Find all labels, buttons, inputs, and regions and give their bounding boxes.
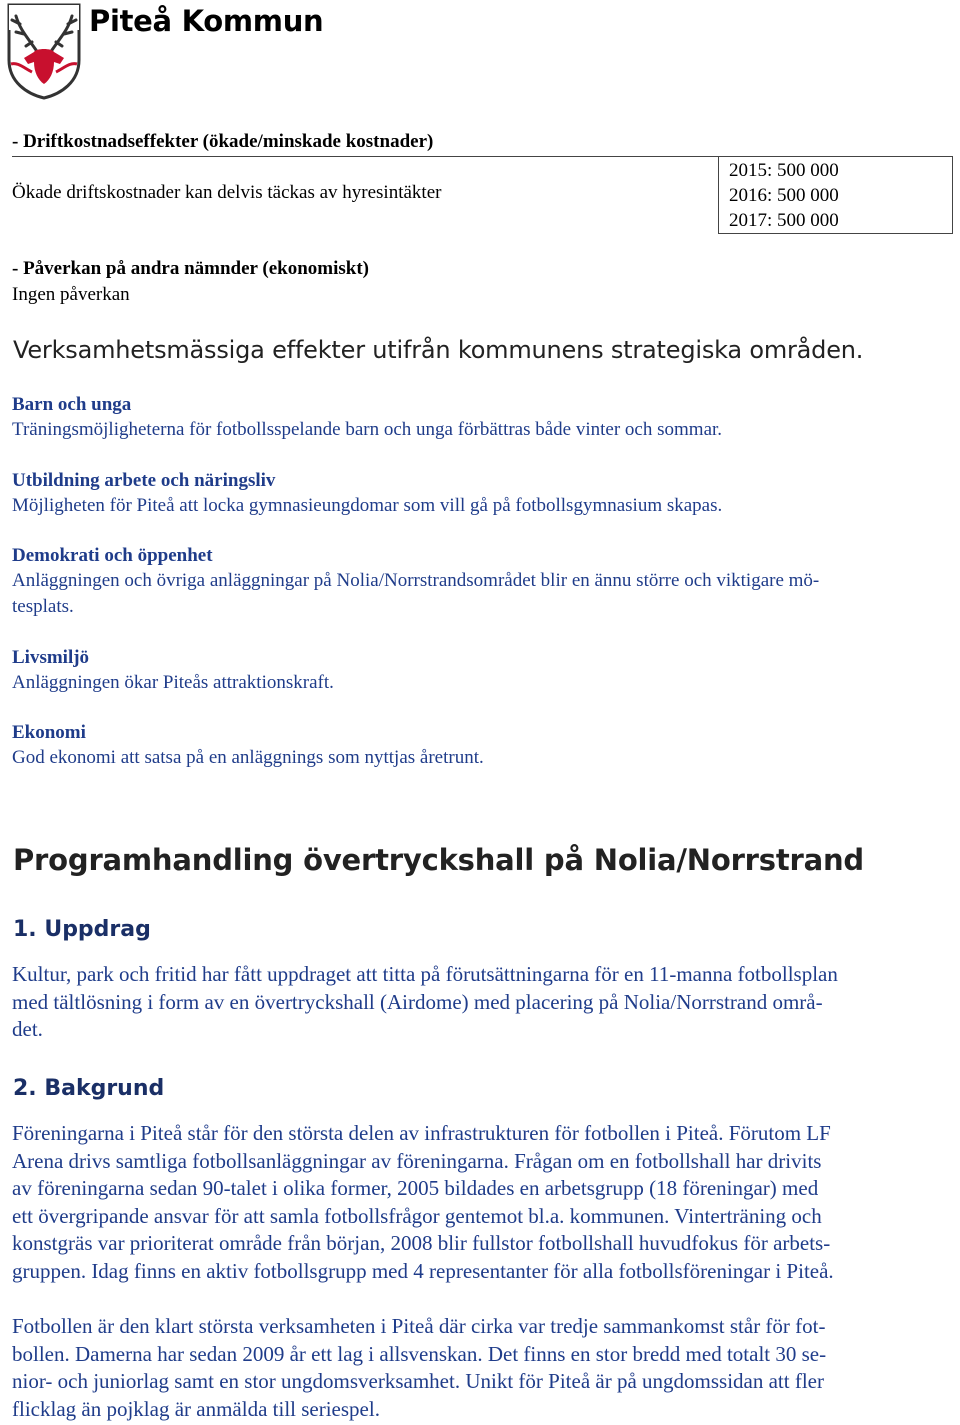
cost-effects-heading: - Driftkostnadseffekter (ökade/minskade kostnader)	[12, 131, 434, 152]
cost-description: Ökade driftskostnader kan delvis täckas av hyresintäkter	[12, 182, 442, 203]
area-text-economy	[12, 745, 952, 771]
cost-value-2017: 2017: 500 000	[729, 210, 839, 231]
area-title-children-youth: Barn och unga	[12, 394, 132, 415]
area-title-economy: Ekonomi	[12, 722, 86, 743]
paragraph-line: det.	[12, 1017, 43, 1041]
section-paragraph-assignment	[12, 961, 958, 1044]
program-title: Programhandling övertryckshall på Nolia/Norrstrand	[13, 843, 864, 877]
area-title-education-work-business: Utbildning arbete och näringsliv	[12, 470, 276, 491]
paragraph-line: konstgräs var prioriterat område från början, 2008 blir fullstor fotbollshall huvudfokus för arbets-	[12, 1231, 831, 1255]
area-text-line: tesplats.	[12, 596, 74, 617]
area-text-line: Anläggningen ökar Piteås attraktionskraft.	[12, 672, 334, 693]
other-committees-impact-heading: - Påverkan på andra nämnder (ekonomiskt)	[12, 258, 369, 279]
area-text-education-work-business	[12, 493, 952, 519]
paragraph-line: nior- och juniorlag samt en stor ungdomsverksamhet. Unikt för Piteå är på ungdomssidan att fler	[12, 1369, 824, 1393]
section-paragraph-background-2	[12, 1313, 958, 1423]
paragraph-line: bollen. Damerna har sedan 2009 år ett lag i allsvenskan. Det finns en stor bredd med totalt 30 se-	[12, 1341, 827, 1366]
paragraph-line: Fotbollen är den klart största verksamheten i Piteå där cirka var tredje sammankomst står för fot-	[12, 1314, 826, 1338]
paragraph-line: med tältlösning i form av en övertryckshall (Airdome) med placering på Nolia/Norrstrand områ-	[12, 989, 823, 1014]
area-title-living-environment: Livsmiljö	[12, 647, 90, 668]
paragraph-line: gruppen. Idag finns en aktiv fotbollsgrupp med 4 representanter för alla fotbollsföreningar i Piteå.	[12, 1258, 834, 1283]
paragraph-line: ett övergripande ansvar för att samla fotbollsfrågor gentemot bl.a. kommunen. Vinterträning och	[12, 1203, 822, 1228]
area-text-democracy-openness	[12, 568, 952, 620]
section-paragraph-background-1	[12, 1120, 958, 1285]
organization-name: Piteå Kommun	[89, 4, 324, 38]
section-heading-assignment: 1. Uppdrag	[13, 917, 151, 942]
strategic-effects-heading: Verksamhetsmässiga effekter utifrån kommunens strategiska områden.	[13, 336, 864, 364]
area-title-democracy-openness: Demokrati och öppenhet	[12, 545, 213, 566]
cost-table-values-cell	[718, 156, 953, 234]
paragraph-line: flicklag än pojklag är anmälda till seriespel.	[12, 1396, 380, 1421]
municipality-coat-of-arms-logo	[6, 2, 82, 100]
area-text-line: God ekonomi att satsa på en anläggnings som nyttjas åretrunt.	[12, 747, 484, 768]
cost-values-list	[719, 158, 839, 233]
paragraph-line: Kultur, park och fritid har fått uppdraget att titta på förutsättningarna för en 11-manna fotbollsplan	[12, 962, 838, 986]
area-text-living-environment	[12, 670, 952, 696]
area-text-line: Anläggningen och övriga anläggningar på Nolia/Norrstrandsområdet blir en ännu större och viktigare mö-	[12, 570, 820, 591]
section-heading-background: 2. Bakgrund	[13, 1076, 165, 1101]
area-text-line: Träningsmöjligheterna för fotbollsspelande barn och unga förbättras både vinter och sommar.	[12, 419, 723, 440]
paragraph-line: Arena drivs samtliga fotbollsanläggningar av föreningarna. Frågan om en fotbollshall har drivits	[12, 1148, 822, 1173]
cost-value-2016: 2016: 500 000	[729, 185, 839, 206]
other-committees-impact-text: Ingen påverkan	[12, 284, 130, 305]
paragraph-line: Föreningarna i Piteå står för den största delen av infrastrukturen för fotbollen i Piteå. Förutom LF	[12, 1121, 831, 1145]
area-text-children-youth	[12, 417, 952, 443]
paragraph-line: av föreningarna sedan 90-talet i olika former, 2005 bildades en arbetsgrupp (18 föreningar) med	[12, 1176, 819, 1200]
cost-value-2015: 2015: 500 000	[729, 160, 839, 181]
area-text-line: Möjligheten för Piteå att locka gymnasieungdomar som vill gå på fotbollsgymnasium skapas.	[12, 495, 723, 516]
